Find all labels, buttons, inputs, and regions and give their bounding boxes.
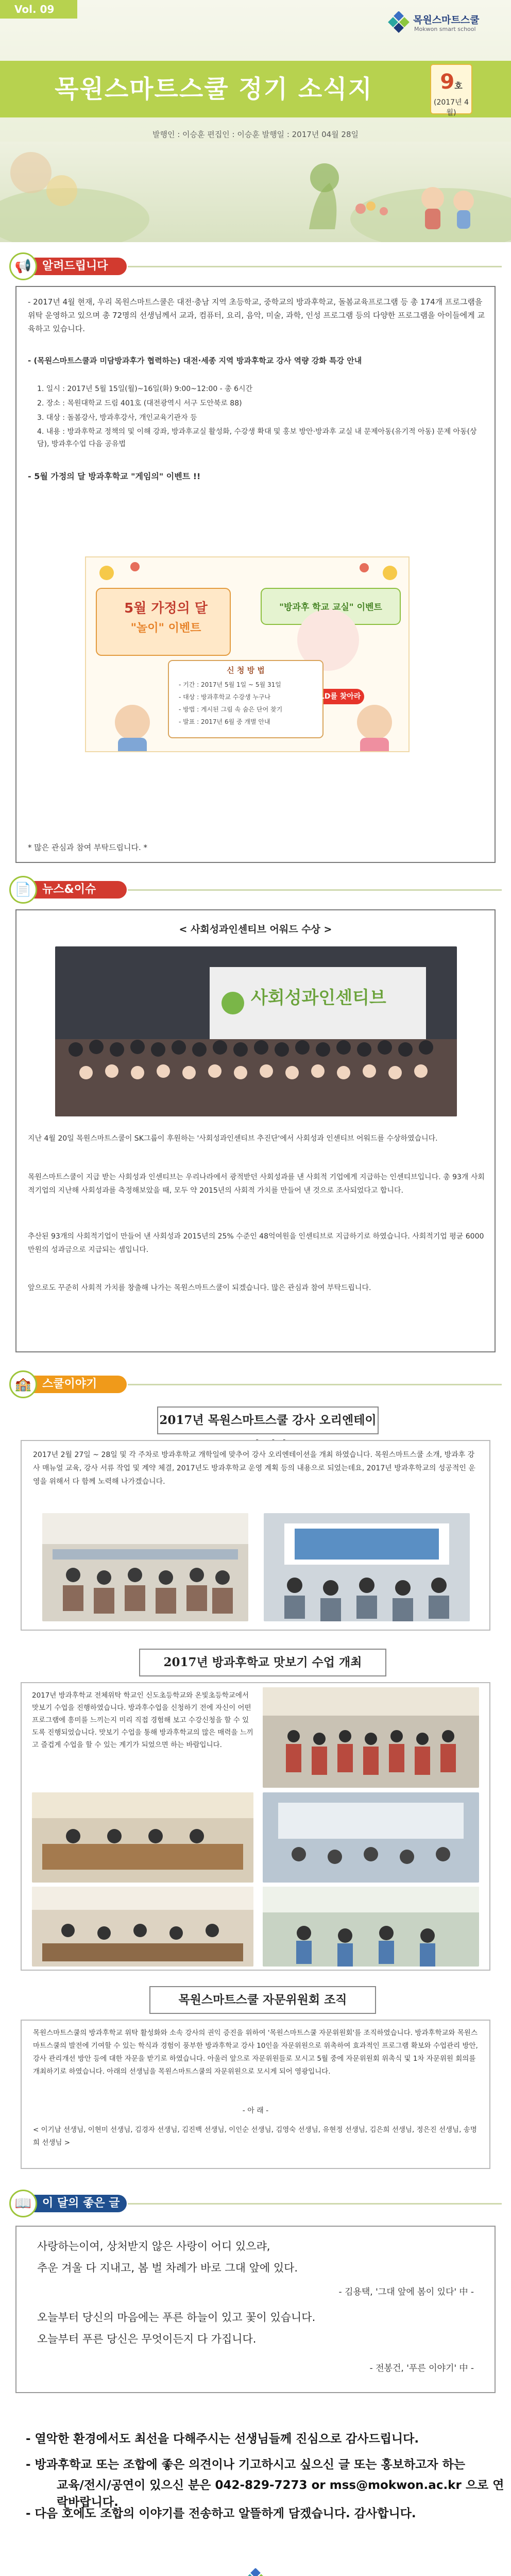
tasting-class-photo-2 — [32, 1792, 253, 1883]
school-icon: 🏫 — [9, 1370, 37, 1398]
poster-list-item-4: - 발표 : 2017년 6월 중 개별 안내 — [179, 718, 270, 725]
notice-paragraph-2: - (목원스마트스쿨과 미담방과후가 협력하는) 대전·세종 지역 방과후학교 강사 역량 강화 특강 안내 — [28, 356, 362, 365]
section-poem-label: 이 달의 좋은 글 — [29, 2195, 127, 2212]
volume-tab: Vol. 09 — [0, 0, 77, 19]
book-icon: 📖 — [9, 2190, 37, 2217]
closing-bullet-2b: 교육/전시/공연이 있으신 분은 042-829-7273 or mss@mokwon.ac.kr 으로 연락바랍니다. — [57, 2479, 504, 2509]
notice-closing: * 많은 관심과 참여 부탁드립니다. * — [28, 843, 147, 852]
story2-box — [21, 1682, 490, 1971]
tasting-class-photo-4 — [32, 1887, 253, 1967]
story3-subheading: - 아 래 - — [242, 2107, 269, 2115]
logo-subtitle: Mokwon smart school — [414, 26, 476, 32]
news-paragraph-3: 추산된 93개의 사회적기업이 만들어 낸 사회성과 2015년의 25% 수준인 48억여원을 인센티브로 지급하기로 하였습니다. 사회적기업 평균 6000만원의 성과금으로 지급되는 셈입니다. — [28, 1232, 484, 1254]
section-poem-heading — [9, 2190, 128, 2217]
story1-title: 2017년 목원스마트스쿨 강사 오리엔테이 — [157, 1406, 379, 1434]
section-rule — [128, 1384, 502, 1385]
footer-logo — [204, 2568, 307, 2576]
section-school-heading — [9, 1370, 128, 1398]
news-heading: < 사회성과인센티브 어워드 수상 > — [179, 924, 332, 935]
section-rule — [128, 266, 502, 267]
poster-line-1: 5월 가정의 달 — [124, 601, 208, 616]
closing-bullet-1: - 열악한 환경에서도 최선을 다해주시는 선생님들께 진심으로 감사드립니다. — [26, 2432, 419, 2446]
poem-line-1: 사랑하는이여, 상처받지 않은 사랑이 어디 있으랴, — [37, 2240, 270, 2252]
section-notice-heading — [9, 252, 128, 280]
tasting-class-photo-3 — [263, 1792, 479, 1883]
notice-item-1: 1. 일시 : 2017년 5월 15일(월)~16일(화) 9:00~12:00 - 총 6시간 — [37, 385, 253, 393]
poster-line-2: "놀이" 이벤트 — [130, 622, 201, 635]
orientation-photo-1 — [42, 1513, 248, 1621]
megaphone-icon: 📢 — [9, 252, 37, 280]
story2-text: 2017년 방과후학교 전체위탁 학교인 신도초등학교와 온빛초등학교에서 맛보기 수업을 진행하였습니다. 방과후수업을 신청하기 전에 자신이 어떤 프로그램에 흥미를 느끼는지 미리 직접 경험해 보고 수강신청을 할 수 있도록 진행되었습니다. 맛보기 수업을 통해 방과후학교의 많은 매력을 느끼고 즐겁게 수업을 할 수 있는 계기가 되었으면 하는 바람입니다. — [32, 1691, 253, 1749]
story1-box — [21, 1440, 490, 1631]
award-photo — [55, 946, 457, 1116]
news-paragraph-2: 목원스마트스쿨이 지급 받는 사회성과 인센티브는 우리나라에서 광적받던 사회성과를 낸 사회적 기업에게 지급하는 인센티브입니다. 총 93개 사회적기업의 지난해 사회성과를 측정해보았을 때, 모두 약 2015년의 사회적 가치를 만들어 낸 것으로 조사되었다고 합니다. — [28, 1173, 485, 1195]
diamond-logo-icon — [244, 2568, 267, 2576]
tasting-class-photo-1 — [263, 1687, 479, 1788]
poster-list-item-3: - 방법 : 게시된 그림 속 숨은 단어 찾기 — [179, 706, 283, 713]
diamond-logo-icon — [387, 11, 410, 34]
story3-names: < 이기남 선생님, 이현미 선생님, 김경자 선생님, 김진백 선생님, 이인순 선생님, 김영숙 선생님, 유현정 선생님, 김은희 선생님, 정은진 선생님, 송명희 선생님 > — [33, 2126, 477, 2147]
closing-bullet-2: - 방과후학교 또는 조합에 좋은 의견이나 기고하시고 싶으신 글 또는 홍보하고자 하는 — [26, 2458, 466, 2471]
notice-item-2: 2. 장소 : 목원대학교 드림 401호 (대전광역시 서구 도안북로 88) — [37, 399, 242, 408]
poster-list-item-1: - 기간 : 2017년 5월 1일 ~ 5월 31일 — [179, 681, 281, 688]
notice-item-3: 3. 대상 : 돌봄강사, 방과후강사, 개인교육기관자 등 — [37, 414, 197, 422]
poem-source-1: - 김용택, '그대 앞에 봄이 있다' 中 - — [338, 2287, 474, 2297]
story3-box — [21, 2020, 490, 2169]
notice-paragraph-1: - 2017년 4월 현재, 우리 목원스마트스쿨은 대전·충남 지역 초등학교, 중학교의 방과후학교, 돌봄교육프로그램 등 총 174개 프로그램을 위탁 운영하고 있으며 총 72명의 선생님께서 교과, 컴퓨터, 요리, 음악, 미술, 과학, 인성 프로그램 등의 다양한 프로그램을 아이들에게 교육하고 있습니다. — [28, 297, 485, 333]
newsletter-header — [0, 0, 511, 242]
poster-list-title: 신 청 방 법 — [227, 666, 265, 675]
notice-event: - 5월 가정의 달 방과후학교 "게임의" 이벤트 !! — [28, 471, 201, 481]
story3-title: 목원스마트스쿨 자문위원회 조직 — [149, 1986, 376, 2014]
poster-list-item-2: - 대상 : 방과후학교 수강생 누구나 — [179, 693, 271, 701]
poem-line-4: 오늘부터 푸른 당신은 무엇이든지 다 가집니다. — [37, 2333, 257, 2345]
tasting-class-photo-5 — [263, 1887, 479, 1967]
document-icon: 📄 — [9, 876, 37, 904]
section-news-label: 뉴스&이슈 — [29, 881, 127, 899]
section-news-heading — [9, 876, 128, 904]
issue-badge — [430, 64, 472, 117]
closing-bullet-3: - 다음 호에도 조합의 이야기를 전송하고 알뜰하게 담겠습니다. 감사합니다. — [26, 2507, 416, 2520]
poem-line-2: 추운 겨울 다 지내고, 봄 벌 차례가 바로 그대 앞에 있다. — [37, 2262, 298, 2274]
publication-info: 발행인 : 이승훈 편집인 : 이승훈 발행일 : 2017년 04월 28일 — [152, 130, 359, 139]
section-school-label: 스쿨이야기 — [29, 1376, 127, 1393]
news-paragraph-1: 지난 4월 20일 목원스마트스쿨이 SK그룹이 후원하는 '사회성과인센티브 추진단'에서 사회성과 인센티브 어워드를 수상하였습니다. — [28, 1134, 438, 1143]
poster-badge: "방과후 학교 교실" 이벤트 — [279, 602, 382, 613]
section-rule — [128, 2203, 502, 2205]
news-paragraph-4: 앞으로도 꾸준히 사회적 가치를 창출해 나가는 목원스마트스쿨이 되겠습니다. 많은 관심과 참여 부탁드립니다. — [28, 1284, 371, 1292]
story3-text: 목원스마트스쿨의 방과후학교 위탁 활성화와 소속 강사의 권익 증진을 위하여 '목원스마트스쿨 자문위원회'를 조직하였습니다. 방과후학교와 목원스마트스쿨의 발전에 기여할 수 있는 학식과 경험이 풍부한 방과후학교 강사 10인을 자문위원으로 위촉하여 효과적인 프로그램 확보와 수업관리 방안, 강사 관리개선 방안 등에 대한 자문을 받기로 하였습니다. 아울러 앞으로 자문위원들로 모시고 5월 중에 자문위원회 위촉식 및 1차 자문위원 회의를 개최하기로 하였습니다. 아래의 선생님을 목원스마트스쿨의 자문위원으로 모시게 되어 영광입니다. — [33, 2029, 478, 2076]
story2-title: 2017년 방과후학교 맛보기 수업 개최 — [139, 1649, 386, 1676]
newsletter-title: 목원스마트스쿨 정기 소식지 — [55, 75, 373, 104]
issue-number: 9호 — [440, 70, 463, 94]
watercolor-illustration — [0, 142, 511, 242]
notice-item-4: 4. 내용 : 방과후학교 정책의 및 이해 강좌, 방과후교실 활성화, 수강생 확대 및 홍보 방안·방과후 교실 내 문제아동(유기적 아동) 문제 아동(상담), 방과후수업 다음 공유법 — [37, 428, 477, 448]
section-rule — [128, 889, 502, 891]
event-poster — [85, 556, 410, 752]
issue-date: (2017년 4월) — [434, 98, 469, 117]
header-logo — [387, 7, 490, 38]
news-box — [15, 909, 496, 1352]
poem-line-3: 오늘부터 당신의 마음에는 푸른 하늘이 있고 꽃이 있습니다. — [37, 2311, 316, 2324]
award-banner-text: 사회성과인센티브 — [251, 988, 386, 1008]
poem-box — [15, 2226, 496, 2393]
section-notice-label: 알려드립니다 — [29, 258, 127, 275]
poster-cta: CHILD를 찾아라 — [305, 692, 361, 701]
story1-text: 2017년 2월 27일 ~ 28일 및 각 주차로 방과후학교 개학일에 맞추어 강사 오리엔테이션을 개최 하였습니다. 목원스마트스쿨 소개, 방과후 강사 매뉴얼 교육, 강사 서류 작업 및 계약 체결, 2017년도 방과후학교 운영 계획 등의 내용으로 되었는데요, 2017년 방과후학교의 성공적인 운영을 위해서 다 함께 노력해 나가겠습니다. — [33, 1451, 475, 1486]
orientation-photo-2 — [264, 1513, 470, 1621]
poem-source-2: - 전봉건, '푸른 이야기' 中 - — [369, 2363, 474, 2374]
logo-name: 목원스마트스쿨 — [413, 14, 480, 26]
